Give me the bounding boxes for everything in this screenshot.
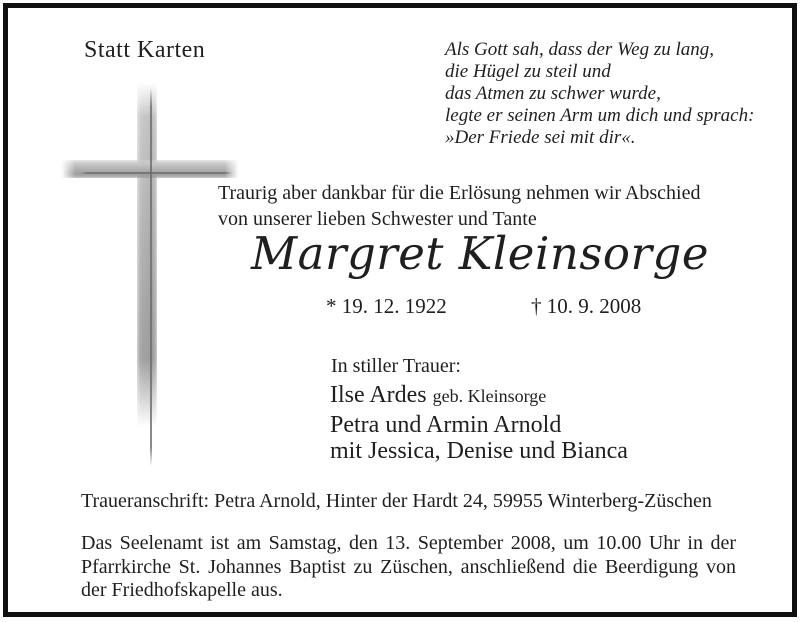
service-announcement <box>81 532 736 603</box>
notice-frame <box>3 3 797 617</box>
service-line: Pfarrkirche St. Johannes Baptist zu Züschen, anschließend die Beerdigung von <box>81 555 736 578</box>
poem-line: Als Gott sah, dass der Weg zu lang, <box>445 39 715 60</box>
mourning-header: In stiller Trauer: <box>331 355 461 377</box>
intro-line: von unserer lieben Schwester und Tante <box>218 208 537 230</box>
cross-vertical-bar <box>137 82 157 427</box>
mourner-name: Ilse Ardes <box>330 382 427 408</box>
farewell-intro <box>218 180 700 232</box>
mourner-name: mit Jessica, Denise und Bianca <box>330 438 628 464</box>
poem-line: »Der Friede sei mit dir«. <box>445 127 636 148</box>
mourner-row <box>330 412 561 439</box>
death-date: † 10. 9. 2008 <box>531 294 642 318</box>
mourner-row <box>330 382 546 409</box>
statt-karten-label: Statt Karten <box>84 37 206 63</box>
service-line: Das Seelenamt ist am Samstag, den 13. September 2008, um 10.00 Uhr in der <box>81 532 736 554</box>
cross-vertical-line <box>150 88 152 466</box>
birth-date: * 19. 12. 1922 <box>326 294 447 318</box>
mourner-name: Petra und Armin Arnold <box>330 412 562 438</box>
poem-line: das Atmen zu schwer wurde, <box>445 83 661 104</box>
life-dates <box>8 294 800 320</box>
cross-horizontal-line <box>80 172 232 174</box>
poem-line: die Hügel zu steil und <box>445 61 611 82</box>
mourner-note: geb. Kleinsorge <box>432 386 547 406</box>
intro-line: Traurig aber dankbar für die Erlösung nehmen wir Abschied <box>218 182 701 204</box>
service-line: der Friedhofskapelle aus. <box>81 579 283 601</box>
deceased-name: Margret Kleinsorge <box>251 227 709 280</box>
mourning-address: Traueranschrift: Petra Arnold, Hinter der Hardt 24, 59955 Winterberg-Züschen <box>81 490 712 512</box>
mourner-row <box>330 438 628 465</box>
poem-line: legte er seinen Arm um dich und sprach: <box>445 105 755 126</box>
memorial-cross-icon <box>53 76 253 476</box>
memorial-poem <box>445 39 754 149</box>
